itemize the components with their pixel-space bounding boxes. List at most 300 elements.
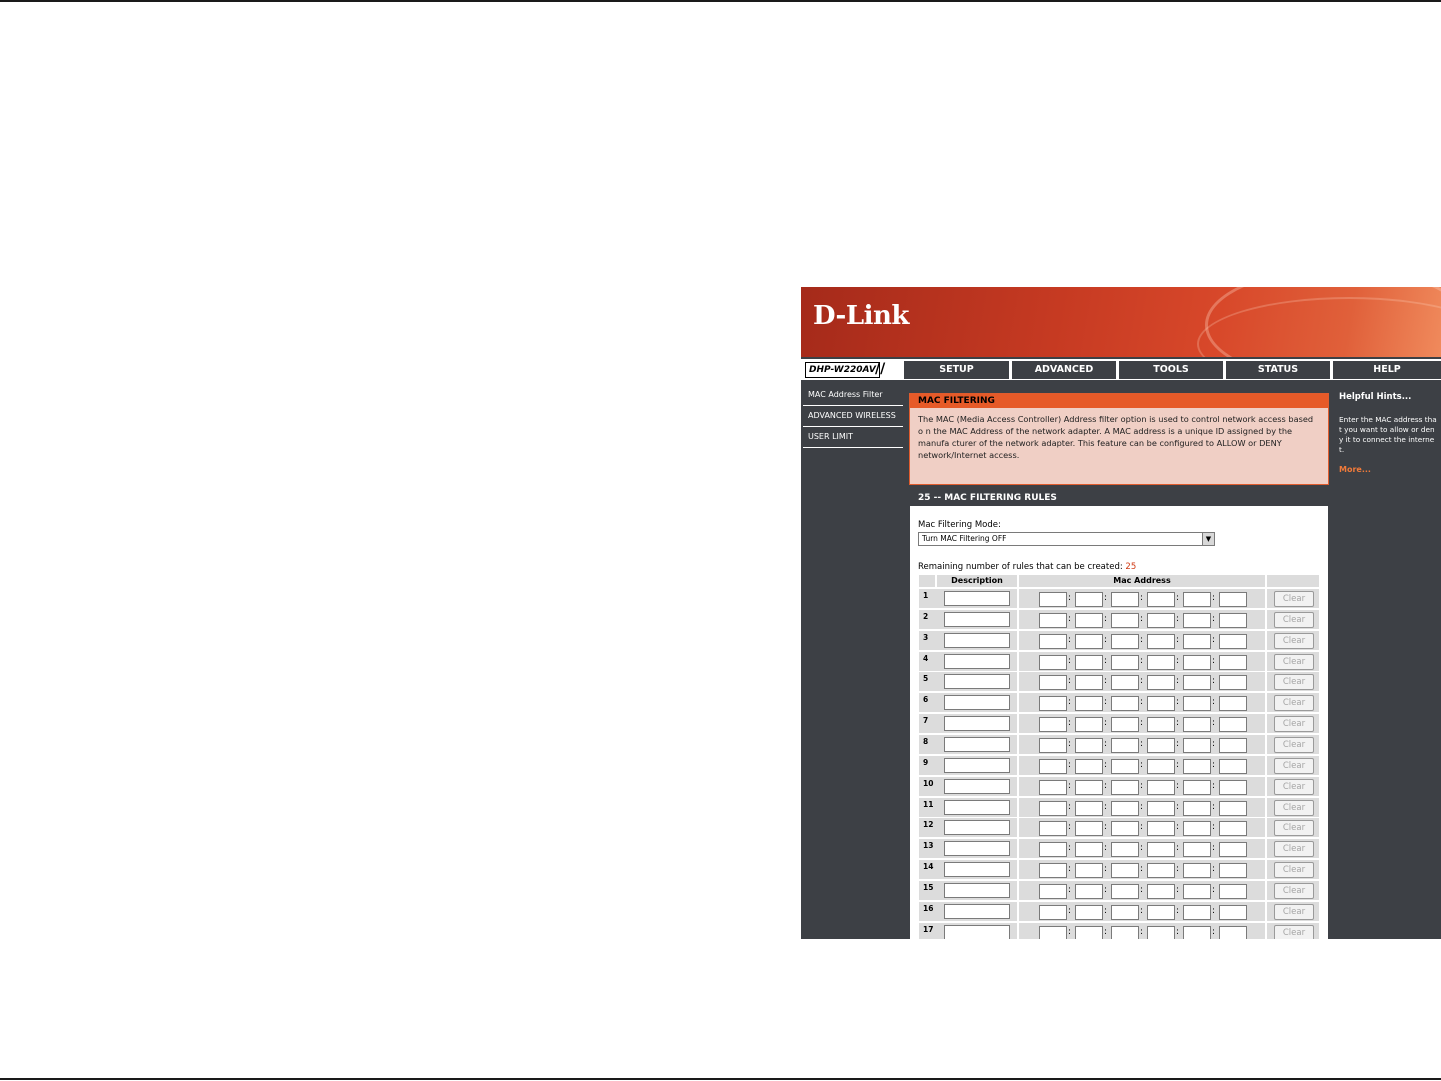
mac-octet-input[interactable] [1183, 675, 1211, 690]
mac-octet-input[interactable] [1183, 821, 1211, 836]
mac-octet-input[interactable] [1183, 592, 1211, 607]
table-row [919, 672, 1319, 691]
mac-separator: : [1212, 864, 1216, 875]
mac-separator: : [1104, 843, 1108, 854]
mac-octet-input[interactable] [1147, 613, 1175, 628]
mac-separator: : [1212, 843, 1216, 854]
description-input[interactable] [944, 612, 1010, 627]
mac-octet-input[interactable] [1147, 738, 1175, 753]
mac-octet-input[interactable] [1075, 842, 1103, 857]
description-input[interactable] [944, 695, 1010, 710]
table-row [919, 714, 1319, 733]
mac-octet-input[interactable] [1147, 675, 1175, 690]
clear-button[interactable]: Clear [1274, 925, 1314, 939]
mac-octet-input[interactable] [1039, 905, 1067, 920]
mac-octet-input[interactable] [1183, 842, 1211, 857]
hints-title: Helpful Hints... [1339, 392, 1412, 402]
mac-separator: : [1176, 718, 1180, 729]
mac-separator: : [1176, 780, 1180, 791]
mac-separator: : [1140, 718, 1144, 729]
description-input[interactable] [944, 654, 1010, 669]
clear-button[interactable]: Clear [1274, 633, 1314, 649]
mac-separator: : [1212, 780, 1216, 791]
mac-octet-input[interactable] [1219, 717, 1247, 732]
tab-status[interactable]: STATUS [1226, 361, 1330, 379]
mac-octet-input[interactable] [1111, 655, 1139, 670]
description-input[interactable] [944, 841, 1010, 856]
description-input[interactable] [944, 737, 1010, 752]
mac-octet-input[interactable] [1219, 821, 1247, 836]
description-input[interactable] [944, 779, 1010, 794]
mac-separator: : [1068, 738, 1072, 749]
table-row [919, 631, 1319, 650]
mac-separator: : [1212, 801, 1216, 812]
mac-octet-input[interactable] [1147, 863, 1175, 878]
mac-separator: : [1104, 822, 1108, 833]
mac-octet-input[interactable] [1111, 675, 1139, 690]
sidebar-item-advanced-wireless[interactable]: ADVANCED WIRELESS [803, 406, 903, 427]
mac-octet-input[interactable] [1075, 801, 1103, 816]
hints-more-link[interactable]: More... [1339, 465, 1371, 474]
mac-octet-input[interactable] [1147, 759, 1175, 774]
action-cell [1267, 735, 1319, 754]
mac-octet-input[interactable] [1039, 801, 1067, 816]
mac-octet-input[interactable] [1039, 842, 1067, 857]
hints-text: Enter the MAC address that you want to allow or deny it to connect the internet. [1339, 415, 1437, 454]
header-mac-address: Mac Address [1019, 575, 1265, 587]
description-cell [937, 777, 1017, 796]
mac-separator: : [1212, 655, 1216, 666]
sidebar-item-user-limit[interactable]: USER LIMIT [803, 427, 903, 448]
tab-setup[interactable]: SETUP [904, 361, 1009, 379]
mac-octet-input[interactable] [1183, 884, 1211, 899]
clear-button[interactable]: Clear [1274, 779, 1314, 795]
table-row [919, 693, 1319, 712]
mac-octet-input[interactable] [1147, 592, 1175, 607]
header-action [1267, 575, 1319, 587]
mac-separator: : [1068, 884, 1072, 895]
mac-address-cell [1019, 672, 1265, 691]
mac-octet-input[interactable] [1219, 675, 1247, 690]
mac-octet-input[interactable] [1075, 592, 1103, 607]
mac-octet-input[interactable] [1039, 634, 1067, 649]
description-input[interactable] [944, 925, 1010, 939]
mac-octet-input[interactable] [1183, 926, 1211, 939]
mac-octet-input[interactable] [1111, 634, 1139, 649]
row-number: 4 [919, 652, 939, 671]
mac-octet-input[interactable] [1075, 634, 1103, 649]
mac-separator: : [1140, 780, 1144, 791]
mac-octet-input[interactable] [1147, 926, 1175, 939]
rules-title: 25 -- MAC FILTERING RULES [910, 490, 1328, 506]
mac-octet-input[interactable] [1075, 821, 1103, 836]
mac-octet-input[interactable] [1147, 717, 1175, 732]
mac-address-cell [1019, 589, 1265, 608]
mac-separator: : [1140, 822, 1144, 833]
clear-button[interactable]: Clear [1274, 716, 1314, 732]
row-number: 11 [919, 798, 939, 817]
mac-octet-input[interactable] [1219, 905, 1247, 920]
top-rule [0, 0, 1441, 2]
mac-octet-input[interactable] [1039, 780, 1067, 795]
mac-octet-input[interactable] [1219, 801, 1247, 816]
mac-octet-input[interactable] [1183, 634, 1211, 649]
sidebar [803, 385, 903, 448]
chevron-down-icon[interactable]: ▼ [1202, 533, 1214, 545]
mac-octet-input[interactable] [1075, 926, 1103, 939]
description-input[interactable] [944, 758, 1010, 773]
mac-filtering-title: MAC FILTERING [910, 394, 1328, 408]
mac-separator: : [1140, 905, 1144, 916]
mac-separator: : [1176, 864, 1180, 875]
clear-button[interactable]: Clear [1274, 674, 1314, 690]
tab-advanced[interactable]: ADVANCED [1012, 361, 1116, 379]
mac-separator: : [1104, 926, 1108, 937]
mac-octet-input[interactable] [1183, 717, 1211, 732]
row-number: 7 [919, 714, 939, 733]
row-number: 5 [919, 672, 939, 691]
mac-octet-input[interactable] [1039, 738, 1067, 753]
table-row [919, 881, 1319, 900]
mac-separator: : [1104, 613, 1108, 624]
mac-separator: : [1068, 593, 1072, 603]
table-row [919, 756, 1319, 775]
mac-separator: : [1140, 843, 1144, 854]
mac-separator: : [1104, 780, 1108, 791]
description-cell [937, 714, 1017, 733]
clear-button[interactable]: Clear [1274, 654, 1314, 670]
action-cell [1267, 798, 1319, 817]
action-cell [1267, 714, 1319, 733]
mac-octet-input[interactable] [1075, 863, 1103, 878]
mac-separator: : [1068, 905, 1072, 916]
mac-separator: : [1104, 759, 1108, 770]
mac-octet-input[interactable] [1147, 884, 1175, 899]
mac-octet-input[interactable] [1039, 613, 1067, 628]
mac-octet-input[interactable] [1219, 926, 1247, 939]
helpful-hints-panel [1335, 385, 1441, 939]
mac-octet-input[interactable] [1039, 884, 1067, 899]
description-cell [937, 672, 1017, 691]
sidebar-item-mac-address-filter[interactable]: MAC Address Filter [803, 385, 903, 406]
mac-octet-input[interactable] [1183, 738, 1211, 753]
mac-octet-input[interactable] [1075, 717, 1103, 732]
description-cell [937, 652, 1017, 671]
mac-separator: : [1068, 676, 1072, 687]
mac-octet-input[interactable] [1111, 801, 1139, 816]
mac-octet-input[interactable] [1111, 613, 1139, 628]
mac-octet-input[interactable] [1039, 696, 1067, 711]
description-input[interactable] [944, 862, 1010, 877]
mac-address-cell [1019, 777, 1265, 796]
mac-separator: : [1140, 697, 1144, 708]
mac-octet-input[interactable] [1147, 821, 1175, 836]
row-number: 2 [919, 610, 939, 629]
mac-address-cell [1019, 881, 1265, 900]
mac-octet-input[interactable] [1075, 696, 1103, 711]
action-cell [1267, 839, 1319, 858]
mac-separator: : [1176, 759, 1180, 770]
mac-octet-input[interactable] [1183, 863, 1211, 878]
description-input[interactable] [944, 716, 1010, 731]
mac-octet-input[interactable] [1111, 821, 1139, 836]
mac-octet-input[interactable] [1075, 738, 1103, 753]
mac-octet-input[interactable] [1111, 905, 1139, 920]
clear-button[interactable]: Clear [1274, 820, 1314, 836]
description-cell [937, 589, 1017, 608]
mac-octet-input[interactable] [1219, 780, 1247, 795]
mac-separator: : [1176, 884, 1180, 895]
mac-separator: : [1176, 843, 1180, 854]
mac-octet-input[interactable] [1219, 655, 1247, 670]
row-number: 8 [919, 735, 939, 754]
tab-tools[interactable]: TOOLS [1119, 361, 1223, 379]
mac-octet-input[interactable] [1111, 884, 1139, 899]
mac-address-cell [1019, 714, 1265, 733]
row-number: 9 [919, 756, 939, 775]
description-cell [937, 860, 1017, 879]
clear-button[interactable]: Clear [1274, 904, 1314, 920]
mac-separator: : [1212, 822, 1216, 833]
dlink-logo: D-Link [813, 301, 909, 331]
mac-separator: : [1068, 759, 1072, 770]
mac-separator: : [1176, 822, 1180, 833]
table-row [919, 923, 1319, 939]
mac-separator: : [1104, 718, 1108, 729]
table-row [919, 902, 1319, 921]
description-cell [937, 610, 1017, 629]
mac-separator: : [1104, 864, 1108, 875]
mac-separator: : [1176, 801, 1180, 812]
mac-separator: : [1104, 634, 1108, 645]
mac-separator: : [1068, 718, 1072, 729]
mac-octet-input[interactable] [1111, 926, 1139, 939]
description-cell [937, 798, 1017, 817]
mac-separator: : [1212, 884, 1216, 895]
mac-octet-input[interactable] [1147, 634, 1175, 649]
mac-octet-input[interactable] [1219, 759, 1247, 774]
mac-separator: : [1212, 593, 1216, 603]
description-input[interactable] [944, 820, 1010, 835]
header-number [919, 575, 935, 587]
mac-address-cell [1019, 610, 1265, 629]
mac-octet-input[interactable] [1219, 842, 1247, 857]
mac-octet-input[interactable] [1075, 780, 1103, 795]
mac-separator: : [1068, 926, 1072, 937]
description-cell [937, 839, 1017, 858]
mac-octet-input[interactable] [1111, 842, 1139, 857]
mac-octet-input[interactable] [1075, 655, 1103, 670]
mac-address-cell [1019, 756, 1265, 775]
mac-separator: : [1212, 905, 1216, 916]
clear-button[interactable]: Clear [1274, 612, 1314, 628]
mac-octet-input[interactable] [1111, 717, 1139, 732]
mac-octet-input[interactable] [1111, 696, 1139, 711]
description-input[interactable] [944, 800, 1010, 815]
mac-separator: : [1140, 613, 1144, 624]
table-row [919, 652, 1319, 671]
table-row [919, 798, 1319, 817]
mac-octet-input[interactable] [1039, 592, 1067, 607]
mac-separator: : [1176, 738, 1180, 749]
mac-octet-input[interactable] [1219, 613, 1247, 628]
mac-address-cell [1019, 923, 1265, 939]
description-input[interactable] [944, 883, 1010, 898]
mac-address-cell [1019, 818, 1265, 837]
mac-octet-input[interactable] [1219, 863, 1247, 878]
bottom-rule [0, 1078, 1441, 1080]
mac-octet-input[interactable] [1147, 696, 1175, 711]
tab-help[interactable]: HELP [1333, 361, 1441, 379]
mac-separator: : [1212, 759, 1216, 770]
clear-button[interactable]: Clear [1274, 883, 1314, 899]
action-cell [1267, 777, 1319, 796]
mac-octet-input[interactable] [1219, 738, 1247, 753]
description-cell [937, 881, 1017, 900]
mac-octet-input[interactable] [1075, 884, 1103, 899]
mac-octet-input[interactable] [1219, 696, 1247, 711]
mac-octet-input[interactable] [1219, 884, 1247, 899]
mac-octet-input[interactable] [1147, 655, 1175, 670]
mac-filtering-rules-box [909, 489, 1329, 939]
mac-octet-input[interactable] [1111, 759, 1139, 774]
description-cell [937, 923, 1017, 939]
header-description: Description [937, 575, 1017, 587]
mac-separator: : [1068, 634, 1072, 645]
mac-octet-input[interactable] [1183, 801, 1211, 816]
mac-octet-input[interactable] [1183, 780, 1211, 795]
mac-separator: : [1212, 926, 1216, 937]
mac-address-cell [1019, 652, 1265, 671]
mac-octet-input[interactable] [1039, 926, 1067, 939]
description-cell [937, 902, 1017, 921]
table-row [919, 777, 1319, 796]
clear-button[interactable]: Clear [1274, 737, 1314, 753]
mac-filtering-info-box [909, 393, 1329, 485]
mac-octet-input[interactable] [1183, 759, 1211, 774]
row-number: 6 [919, 693, 939, 712]
mac-separator: : [1140, 759, 1144, 770]
action-cell [1267, 902, 1319, 921]
mac-separator: : [1068, 613, 1072, 624]
table-row [919, 818, 1319, 837]
mac-address-cell [1019, 735, 1265, 754]
mac-octet-input[interactable] [1147, 842, 1175, 857]
action-cell [1267, 756, 1319, 775]
description-cell [937, 693, 1017, 712]
mac-octet-input[interactable] [1183, 696, 1211, 711]
table-row [919, 589, 1319, 608]
model-slashes: // [875, 361, 886, 377]
clear-button[interactable]: Clear [1274, 695, 1314, 711]
mode-label: Mac Filtering Mode: [918, 520, 1001, 530]
mac-octet-input[interactable] [1039, 655, 1067, 670]
mac-separator: : [1212, 718, 1216, 729]
mac-separator: : [1176, 676, 1180, 687]
mac-octet-input[interactable] [1039, 821, 1067, 836]
mac-separator: : [1140, 738, 1144, 749]
clear-button[interactable]: Clear [1274, 841, 1314, 857]
mac-octet-input[interactable] [1147, 905, 1175, 920]
row-number: 12 [919, 818, 939, 837]
mac-separator: : [1140, 655, 1144, 666]
mac-separator: : [1140, 864, 1144, 875]
action-cell [1267, 818, 1319, 837]
mac-octet-input[interactable] [1147, 780, 1175, 795]
remaining-count: 25 [1125, 562, 1137, 572]
mac-separator: : [1140, 634, 1144, 645]
mac-octet-input[interactable] [1111, 863, 1139, 878]
clear-button[interactable]: Clear [1274, 758, 1314, 774]
action-cell [1267, 881, 1319, 900]
mac-separator: : [1104, 593, 1108, 603]
mac-octet-input[interactable] [1075, 675, 1103, 690]
clear-button[interactable]: Clear [1274, 591, 1314, 607]
mac-separator: : [1176, 926, 1180, 937]
mac-octet-input[interactable] [1039, 863, 1067, 878]
row-number: 1 [919, 589, 939, 608]
mac-octet-input[interactable] [1183, 613, 1211, 628]
mac-octet-input[interactable] [1111, 738, 1139, 753]
action-cell [1267, 672, 1319, 691]
mac-octet-input[interactable] [1111, 780, 1139, 795]
row-number: 14 [919, 860, 939, 879]
mac-octet-input[interactable] [1183, 905, 1211, 920]
mac-octet-input[interactable] [1075, 759, 1103, 774]
mac-separator: : [1104, 884, 1108, 895]
action-cell [1267, 610, 1319, 629]
mac-separator: : [1104, 905, 1108, 916]
mac-octet-input[interactable] [1039, 717, 1067, 732]
mac-separator: : [1140, 884, 1144, 895]
description-cell [937, 735, 1017, 754]
clear-button[interactable]: Clear [1274, 862, 1314, 878]
mac-separator: : [1104, 738, 1108, 749]
mac-address-cell [1019, 839, 1265, 858]
mac-separator: : [1212, 613, 1216, 624]
mac-octet-input[interactable] [1183, 655, 1211, 670]
mac-octet-input[interactable] [1075, 613, 1103, 628]
mac-separator: : [1176, 634, 1180, 645]
mac-separator: : [1104, 801, 1108, 812]
mac-octet-input[interactable] [1039, 675, 1067, 690]
mac-separator: : [1068, 697, 1072, 708]
action-cell [1267, 693, 1319, 712]
description-input[interactable] [944, 591, 1010, 606]
description-input[interactable] [944, 904, 1010, 919]
clear-button[interactable]: Clear [1274, 800, 1314, 816]
filtering-mode-select[interactable] [918, 532, 1215, 546]
mac-separator: : [1068, 655, 1072, 666]
mac-separator: : [1212, 676, 1216, 687]
table-row [919, 610, 1319, 629]
mac-filtering-description: The MAC (Media Access Controller) Address filter option is used to control network access based o n the MAC Address of the network adapter. A MAC address is a unique ID assigned by the manufa cturer of the network adapter. This feature can be configured to ALLOW or DENY network/Internet access. [918, 414, 1314, 460]
header-banner [801, 287, 1441, 357]
router-ui-screenshot [801, 287, 1441, 939]
row-number: 3 [919, 631, 939, 650]
description-input[interactable] [944, 674, 1010, 689]
filtering-mode-value: Turn MAC Filtering OFF [922, 534, 1007, 543]
mac-octet-input[interactable] [1075, 905, 1103, 920]
mac-separator: : [1140, 676, 1144, 687]
mac-octet-input[interactable] [1219, 592, 1247, 607]
mac-octet-input[interactable] [1147, 801, 1175, 816]
mac-octet-input[interactable] [1111, 592, 1139, 607]
mac-octet-input[interactable] [1219, 634, 1247, 649]
mac-octet-input[interactable] [1039, 759, 1067, 774]
description-input[interactable] [944, 633, 1010, 648]
mac-separator: : [1068, 843, 1072, 854]
